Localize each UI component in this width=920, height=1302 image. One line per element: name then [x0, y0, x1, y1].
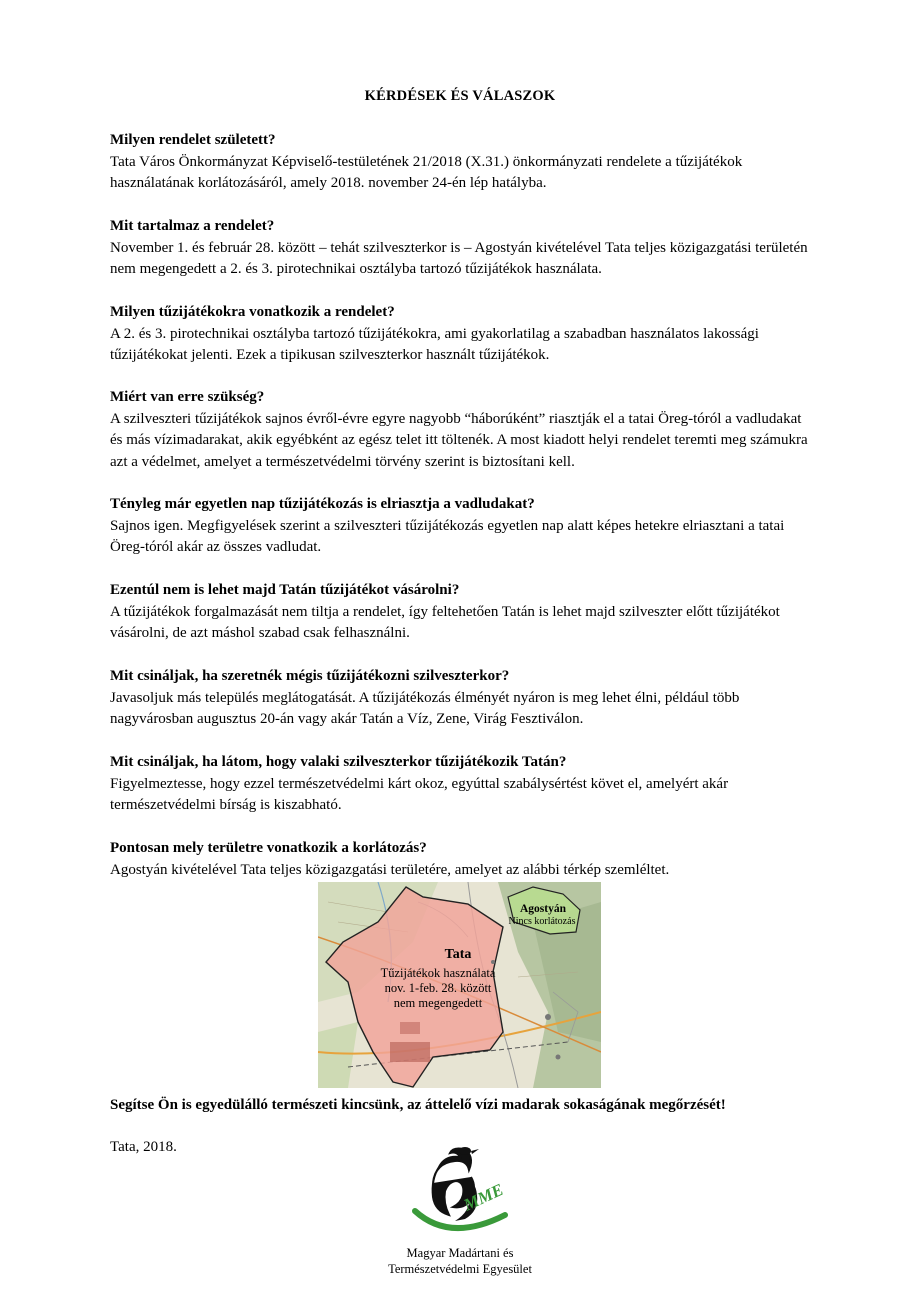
organization-name-line1: Magyar Madártani és — [406, 1246, 514, 1260]
place-date: Tata, 2018. — [110, 1139, 177, 1155]
question: Milyen rendelet született? — [110, 132, 276, 148]
organization-name-line2: Természetvédelmi Egyesület — [388, 1262, 532, 1276]
restriction-map — [318, 882, 601, 1088]
qa-block — [110, 302, 810, 367]
closing-statement: Segítse Ön is egyedülálló természeti kincsünk, az áttelelő vízi madarak sokaságának megőrzését! — [110, 1097, 726, 1113]
answer: Figyelmeztesse, hogy ezzel természetvédelmi kárt okoz, egyúttal szabálysértést követ el, amelyért akár természetvédelmi bírság is kiszabható. — [110, 775, 729, 814]
answer: A 2. és 3. pirotechnikai osztályba tartozó tűzijátékokra, ami gyakorlatilag a szabadban használatos lakossági tűzijátékokat jelenti. Ezek a tipikusan szilveszterkor használt tűzijátékok. — [110, 325, 759, 364]
answer: A tűzijátékok forgalmazását nem tiltja a rendelet, így feltehetően Tatán is lehet majd szilveszter előtt tűzijátékot vásárolni, de azt máshol szabad csak felhasználni. — [110, 603, 780, 642]
question: Miért van erre szükség? — [110, 389, 265, 405]
qa-block — [110, 838, 810, 881]
question: Tényleg már egyetlen nap tűzijátékozás is elriasztja a vadludakat? — [110, 496, 535, 512]
question: Pontosan mely területre vonatkozik a korlátozás? — [110, 840, 427, 856]
answer: Javasoljuk más település meglátogatását. A tűzijátékozás élményét nyáron is meg lehet élni, például több nagyvárosban augusztus 20-án vagy akár Tatán a Víz, Zene, Virág Fesztiválon. — [110, 689, 740, 728]
qa-block — [110, 752, 810, 817]
page-title: KÉRDÉSEK ÉS VÁLASZOK — [364, 88, 556, 104]
question: Mit tartalmaz a rendelet? — [110, 218, 275, 234]
map-label-tata: Tata — [444, 947, 472, 962]
map-restriction-line: Tűzijátékok használata — [380, 966, 496, 980]
map-restriction-line: nem megengedett — [393, 996, 483, 1010]
qa-block — [110, 130, 810, 195]
qa-block — [110, 494, 810, 559]
map-label-no-restriction: Nincs korlátozás — [508, 916, 576, 927]
answer: Sajnos igen. Megfigyelések szerint a szilveszteri tűzijátékozás egyetlen nap alatt képes hetekre elriasztani a tatai Öreg-tóról akár az összes vadludat. — [110, 517, 785, 556]
logo-initials: MME — [460, 1179, 507, 1215]
map-restriction-line: nov. 1-feb. 28. között — [384, 981, 492, 995]
qa-block — [110, 216, 810, 281]
qa-block — [110, 580, 810, 645]
question: Mit csináljak, ha látom, hogy valaki szilveszterkor tűzijátékozik Tatán? — [110, 754, 567, 770]
answer: Tata Város Önkormányzat Képviselő-testületének 21/2018 (X.31.) önkormányzati rendelete a tűzijátékok használatának korlátozásáról, amely 2018. november 24-én lép hatályba. — [110, 153, 743, 192]
map-label-agostyan: Agostyán — [519, 903, 566, 915]
question: Mit csináljak, ha szeretnék mégis tűzijátékozni szilveszterkor? — [110, 668, 510, 684]
answer: A szilveszteri tűzijátékok sajnos évről-évre egyre nagyobb “háborúként” riasztják el a tatai Öreg-tóról a vadludakat és más vízimadarakat, akik egyébként az egész telet itt töltenék. A most kiadott helyi rendelet teremti meg számukra azt a védelmet, amelyet a természetvédelmi törvény szerint is biztosítani kell. — [110, 410, 808, 470]
qa-block — [110, 666, 810, 731]
map-label-restriction — [338, 966, 538, 1011]
question: Ezentúl nem is lehet majd Tatán tűzijátékot vásárolni? — [110, 582, 460, 598]
question: Milyen tűzijátékokra vonatkozik a rendelet? — [110, 304, 395, 320]
bird-logo-icon — [405, 1145, 515, 1240]
answer: Agostyán kivételével Tata teljes közigazgatási területére, amelyet az alábbi térkép szemléltet. — [110, 861, 670, 878]
qa-block — [110, 387, 810, 473]
answer: November 1. és február 28. között – tehát szilveszterkor is – Agostyán kivételével Tata teljes közigazgatási területén nem megengedett a 2. és 3. pirotechnikai osztályba tartozó tűzijátékok használata. — [110, 239, 808, 278]
